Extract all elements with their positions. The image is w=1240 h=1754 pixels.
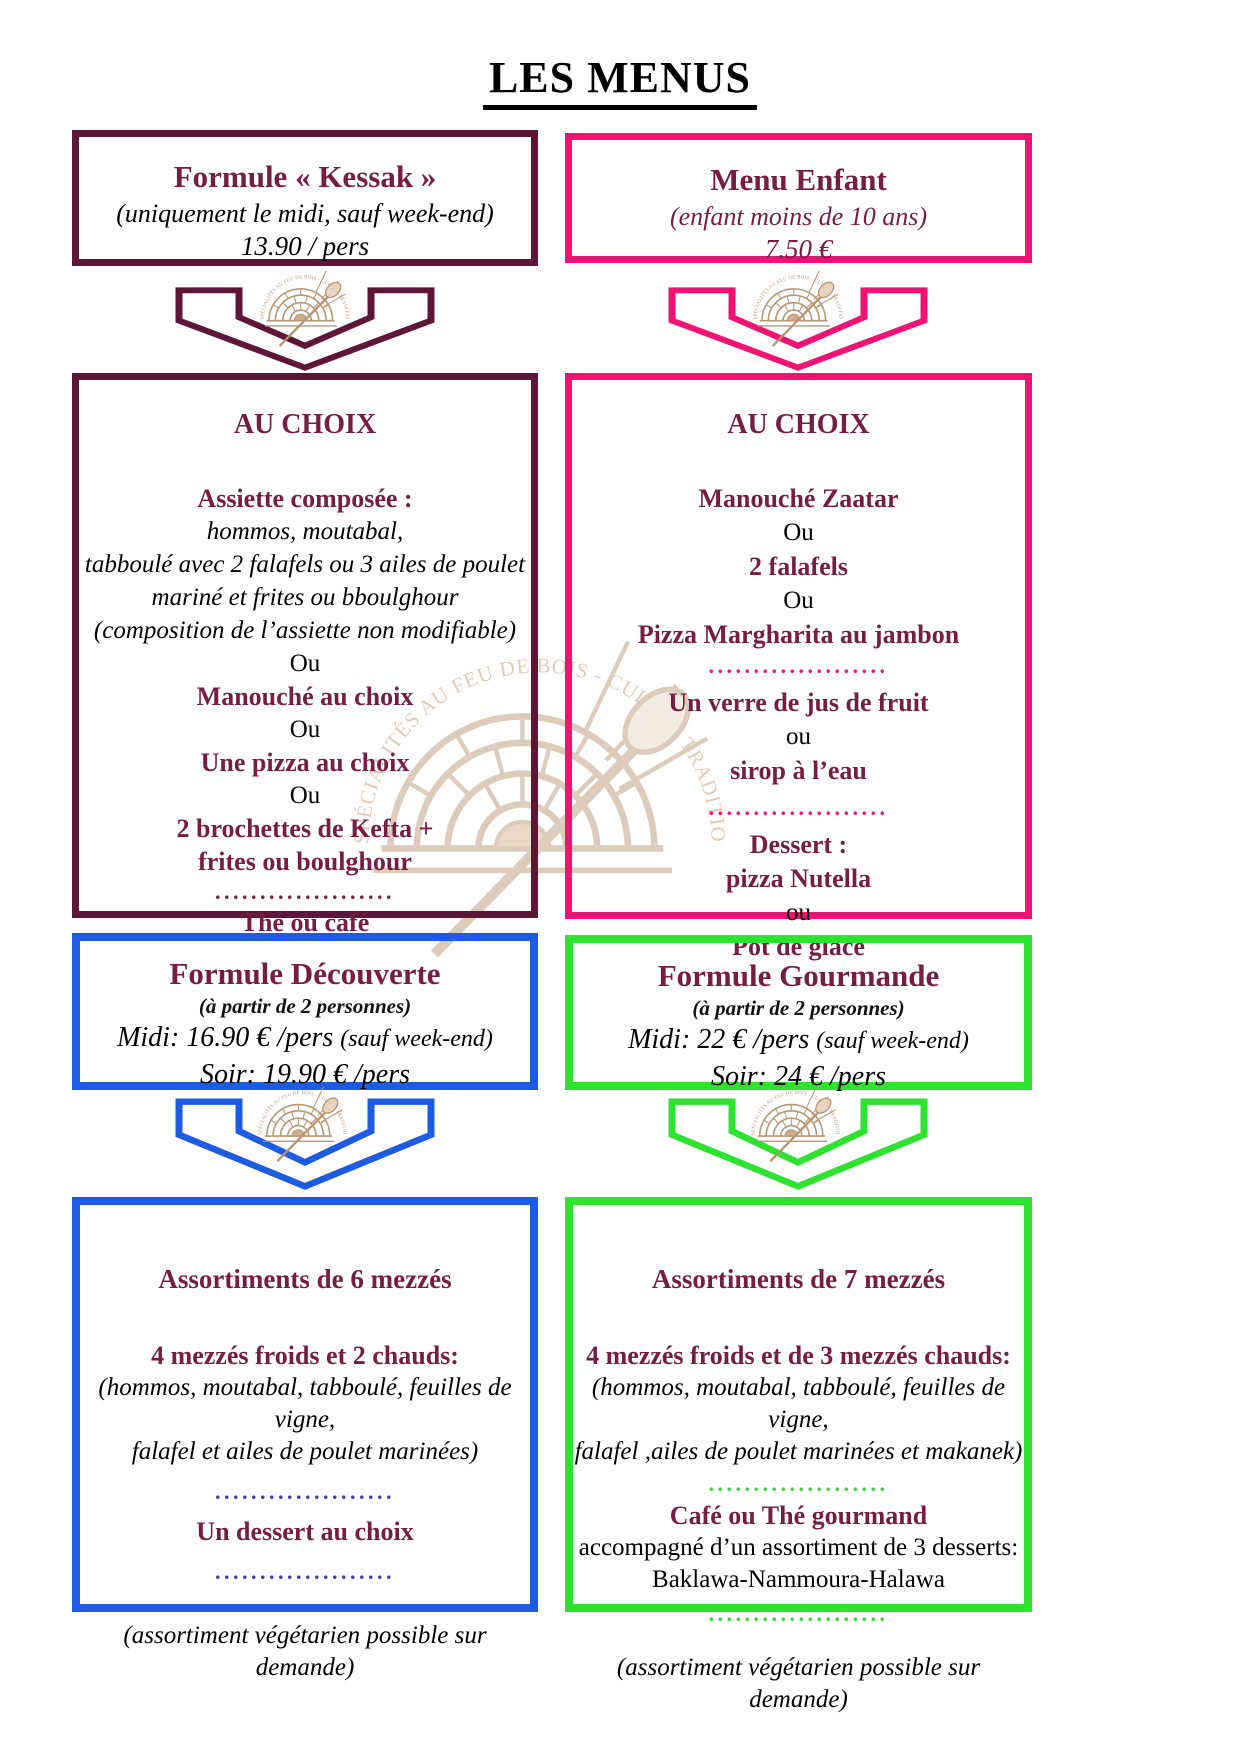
menu-item-desc: accompagné d’un assortiment de 3 desserts: <box>578 1534 1019 1561</box>
gourmande-header-box <box>565 935 1032 1090</box>
or-separator: Ou <box>783 587 814 614</box>
menu-item-desc: tabboulé avec 2 falafels ou 3 ailes de poulet <box>84 551 526 578</box>
menu-item-desc: falafel ,ailes de poulet marinées et makanek) <box>574 1438 1023 1465</box>
gourmande-note: (à partir de 2 personnes) <box>692 996 905 1020</box>
menu-item-desc: (hommos, moutabal, tabboulé, feuilles de vigne, <box>591 1374 1006 1433</box>
dotted-separator: .................... <box>708 795 889 820</box>
au-choix-heading: AU CHOIX <box>233 409 377 440</box>
menu-item-desc: falafel et ailes de poulet marinées) <box>131 1438 479 1465</box>
restaurant-logo-small <box>252 256 358 362</box>
decouverte-detail-box <box>72 1197 538 1681</box>
kessak-price: 13.90 / pers <box>240 231 370 261</box>
dotted-separator: .................... <box>215 1479 395 1504</box>
enfant-price: 7.50 € <box>764 234 833 264</box>
menu-item: 2 brochettes de Kefta + <box>176 814 434 843</box>
decouverte-midi-price: Midi: 16.90 € /pers (sauf week-end) <box>117 1022 493 1053</box>
or-separator: Ou <box>289 782 321 809</box>
menu-item: sirop à l’eau <box>730 756 867 785</box>
menu-item: Pizza Margharita au jambon <box>637 620 960 649</box>
assortiment-heading: Assortiments de 7 mezzés <box>651 1264 946 1294</box>
kessak-title: Formule « Kessak » <box>173 159 437 194</box>
menu-item: Une pizza au choix <box>200 748 410 777</box>
decouverte-soir-price: Soir: 19.90 € /pers <box>200 1059 410 1090</box>
gourmande-soir-price: Soir: 24 € /pers <box>711 1061 886 1092</box>
dotted-separator: .................... <box>708 1601 889 1626</box>
dotted-separator: .................... <box>708 1471 889 1496</box>
menu-item-desc: (composition de l’assiette non modifiable) <box>93 617 517 644</box>
dotted-separator: .................... <box>215 879 395 904</box>
dotted-separator: .................... <box>215 1559 395 1584</box>
menu-item: 4 mezzés froids et de 3 mezzés chauds: <box>586 1341 1011 1370</box>
enfant-header-box <box>565 133 1032 263</box>
au-choix-heading: AU CHOIX <box>727 409 870 440</box>
menu-item: 2 falafels <box>749 552 848 581</box>
menu-item: pizza Nutella <box>725 864 872 893</box>
menu-item: Manouché au choix <box>196 682 414 711</box>
menu-item: Dessert : <box>749 830 848 859</box>
menu-item: Manouché Zaatar <box>698 484 899 513</box>
menu-item: Un dessert au choix <box>196 1517 414 1546</box>
restaurant-logo-small <box>745 256 851 362</box>
vegetarian-note: (assortiment végétarien possible sur demande) <box>616 1654 981 1713</box>
enfant-choices-box <box>565 373 1032 961</box>
decouverte-title: Formule Découverte <box>169 956 441 991</box>
menu-item: Assiette composée : <box>197 484 413 513</box>
menu-item-desc: (hommos, moutabal, tabboulé, feuilles de vigne, <box>98 1374 512 1433</box>
or-separator: Ou <box>289 650 321 677</box>
menu-item-desc: hommos, moutabal, <box>206 518 404 545</box>
menu-item: frites ou boulghour <box>198 847 412 876</box>
gourmande-detail-box <box>565 1197 1032 1713</box>
kessak-header-box <box>72 130 538 266</box>
enfant-subtitle: (enfant moins de 10 ans) <box>669 202 928 231</box>
restaurant-logo-small <box>250 1072 355 1177</box>
decouverte-note: (à partir de 2 personnes) <box>198 994 412 1018</box>
page-title: LES MENUS <box>0 52 1240 110</box>
enfant-title: Menu Enfant <box>710 162 887 197</box>
vegetarian-note: (assortiment végétarien possible sur demande) <box>123 1622 487 1681</box>
menu-item: Un verre de jus de fruit <box>668 688 929 717</box>
gourmande-title: Formule Gourmande <box>657 958 940 993</box>
assortiment-heading: Assortiments de 6 mezzés <box>158 1264 452 1294</box>
or-separator: ou <box>786 723 811 750</box>
gourmande-midi-price: Midi: 22 € /pers (sauf week-end) <box>628 1024 969 1055</box>
menu-item-desc: Baklawa-Nammoura-Halawa <box>652 1566 945 1593</box>
or-separator: Ou <box>783 519 814 546</box>
or-separator: ou <box>786 899 811 926</box>
menu-item: Pot de glace <box>732 932 865 961</box>
dotted-separator: .................... <box>708 653 889 678</box>
kessak-subtitle: (uniquement le midi, sauf week-end) <box>116 199 494 228</box>
menu-item: Thé ou café <box>240 908 370 937</box>
restaurant-logo-small <box>743 1072 848 1177</box>
menu-item-desc: mariné et frites ou bboulghour <box>151 584 459 611</box>
or-separator: Ou <box>289 716 321 743</box>
kessak-choices-box <box>72 373 538 937</box>
decouverte-header-box <box>72 933 538 1090</box>
menu-item: Café ou Thé gourmand <box>669 1501 928 1530</box>
menu-item: 4 mezzés froids et 2 chauds: <box>151 1341 459 1370</box>
